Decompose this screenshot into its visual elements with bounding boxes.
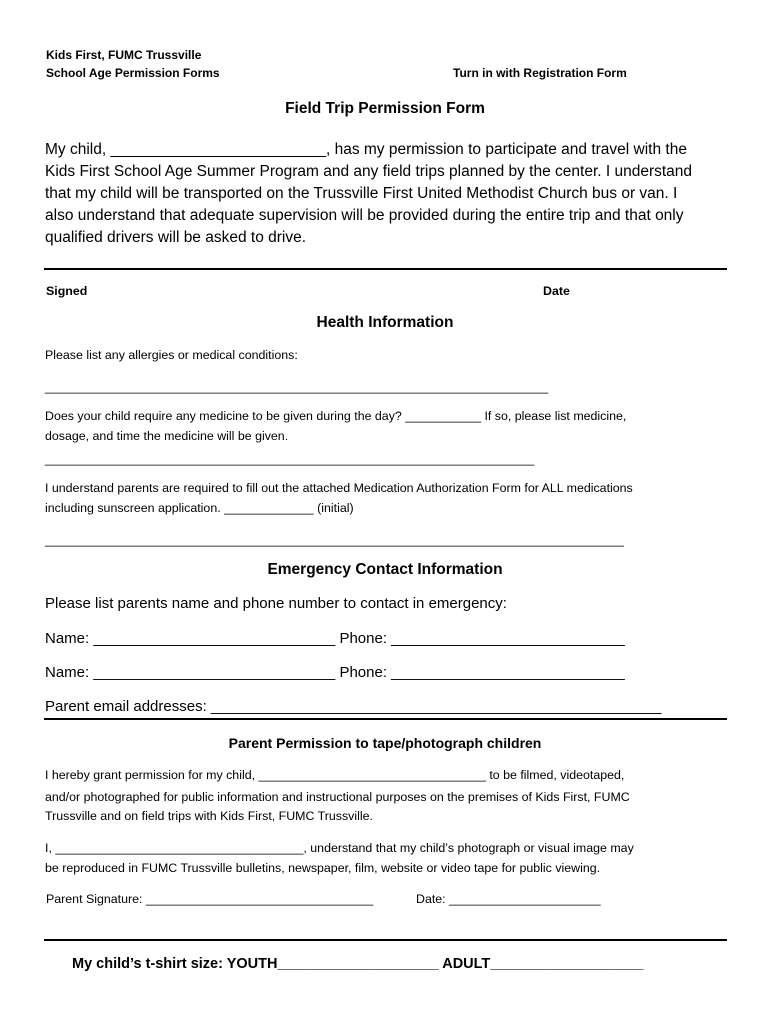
signature-rule[interactable] xyxy=(44,268,727,270)
medicine-question-2: dosage, and time the medicine will be given. xyxy=(45,429,289,443)
health-title: Health Information xyxy=(316,314,454,331)
field-trip-title: Field Trip Permission Form xyxy=(285,100,485,117)
photo-title: Parent Permission to tape/photograph children xyxy=(228,735,542,751)
photo-grant-line-2: and/or photographed for public information and instructional purposes on the premises of Kids First, FUMC xyxy=(45,790,630,804)
org-name: Kids First, FUMC Trussville xyxy=(46,48,202,62)
allergies-prompt: Please list any allergies or medical conditions: xyxy=(45,348,298,362)
separator-line: ____________________________________________________________________________________ xyxy=(45,533,624,547)
forms-title: School Age Permission Forms xyxy=(46,66,220,80)
photo-grant-line-3: Trussville and on field trips with Kids First, FUMC Trussville. xyxy=(45,809,373,823)
field-trip-line-3: that my child will be transported on the Trussville First United Methodist Church bus or van. I xyxy=(45,185,678,202)
date-label: Date xyxy=(543,284,570,298)
authorization-initial[interactable]: including sunscreen application. _____________ (initial) xyxy=(45,501,354,515)
photo-understand-line-2: be reproduced in FUMC Trussville bulletins, newspaper, film, website or video tape for public viewing. xyxy=(45,861,601,875)
authorization-line-1: I understand parents are required to fill out the attached Medication Authorization Form for ALL medications xyxy=(45,481,633,495)
contact-1-field[interactable]: Name: _____________________________ Phone: ____________________________ xyxy=(45,630,625,647)
signed-label: Signed xyxy=(46,284,88,298)
email-field[interactable]: Parent email addresses: ______________________________________________________ xyxy=(45,698,662,715)
parent-signature-field[interactable]: Parent Signature: _________________________________ xyxy=(46,892,374,906)
emergency-title: Emergency Contact Information xyxy=(267,561,503,578)
field-trip-line-2: Kids First School Age Summer Program and any field trips planned by the center. I understand xyxy=(45,163,693,180)
emergency-rule xyxy=(44,718,727,720)
contact-2-field[interactable]: Name: _____________________________ Phone: ____________________________ xyxy=(45,664,625,681)
emergency-prompt: Please list parents name and phone number to contact in emergency: xyxy=(45,595,507,612)
photo-date-field[interactable]: Date: ______________________ xyxy=(416,892,601,906)
photo-understand-line-1[interactable]: I, ____________________________________, understand that my child’s photograph or visual image may xyxy=(45,841,634,855)
field-trip-line-1: My child, _________________________, has my permission to participate and travel with the xyxy=(45,141,687,158)
photo-grant-line-1[interactable]: I hereby grant permission for my child, _________________________________ to be filmed, videotaped, xyxy=(45,768,625,782)
field-trip-line-5: qualified drivers will be asked to drive. xyxy=(45,229,307,246)
medicine-question: Does your child require any medicine to be given during the day? ___________ If so, please list medicine, xyxy=(45,409,627,423)
turn-in-note: Turn in with Registration Form xyxy=(453,66,627,80)
field-trip-line-4: also understand that adequate supervision will be provided during the entire trip and that only xyxy=(45,207,684,224)
tshirt-rule xyxy=(44,939,727,941)
medicine-field[interactable]: _______________________________________________________________________ xyxy=(45,452,535,466)
tshirt-size-field[interactable]: My child’s t-shirt size: YOUTH____________________ ADULT___________________ xyxy=(72,956,644,972)
allergies-field[interactable]: _________________________________________________________________________ xyxy=(45,380,549,394)
